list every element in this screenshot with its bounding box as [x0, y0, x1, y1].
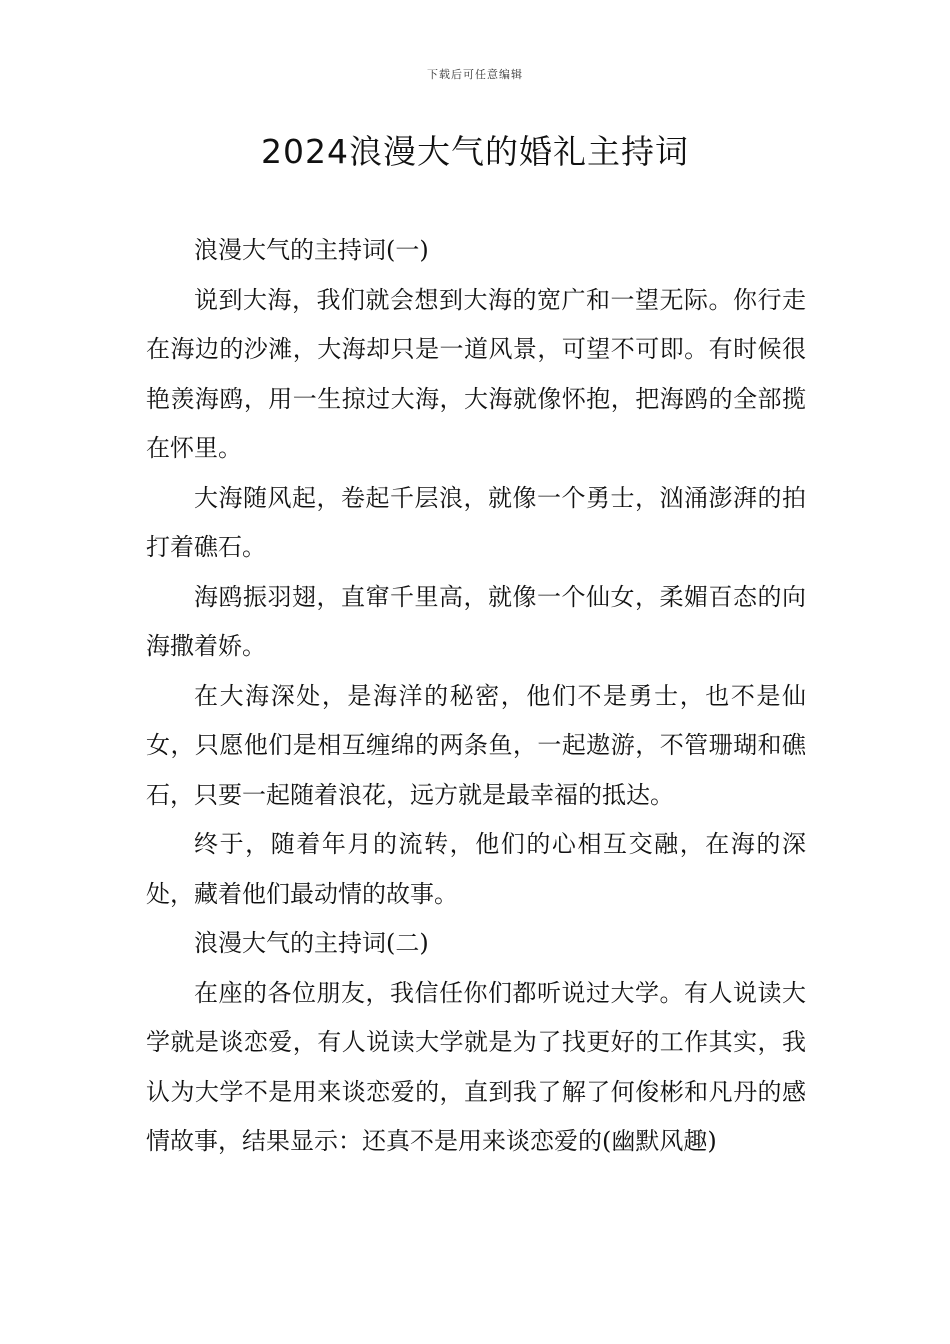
- paragraph-2: 大海随风起，卷起千层浪，就像一个勇士，汹涌澎湃的拍打着礁石。: [146, 483, 806, 561]
- paragraph-4: 在大海深处，是海洋的秘密，他们不是勇士，也不是仙女，只愿他们是相互缠绵的两条鱼，一起遨游，不管珊瑚和礁石，只要一起随着浪花，远方就是最幸福的抵达。: [146, 681, 806, 809]
- document-title: 2024浪漫大气的婚礼主持词: [261, 132, 689, 171]
- paragraph-3: 海鸥振羽翅，直窜千里高，就像一个仙女，柔媚百态的向海撒着娇。: [146, 582, 806, 660]
- document-body: [146, 226, 806, 1167]
- section-heading-2: 浪漫大气的主持词(二): [194, 929, 429, 957]
- header-note: 下载后可任意编辑: [427, 68, 523, 81]
- section-heading-1: 浪漫大气的主持词(一): [194, 236, 429, 264]
- paragraph-1: 说到大海，我们就会想到大海的宽广和一望无际。你行走在海边的沙滩，大海却只是一道风景，可望不可即。有时候很艳羡海鸥，用一生掠过大海，大海就像怀抱，把海鸥的全部揽在怀里。: [146, 285, 806, 462]
- paragraph-6: 在座的各位朋友，我信任你们都听说过大学。有人说读大学就是谈恋爱，有人说读大学就是为了找更好的工作其实，我认为大学不是用来谈恋爱的，直到我了解了何俊彬和凡丹的感情故事，结果显示：还真不是用来谈恋爱的(幽默风趣): [146, 978, 806, 1155]
- paragraph-5: 终于，随着年月的流转，他们的心相互交融，在海的深处，藏着他们最动情的故事。: [146, 830, 806, 908]
